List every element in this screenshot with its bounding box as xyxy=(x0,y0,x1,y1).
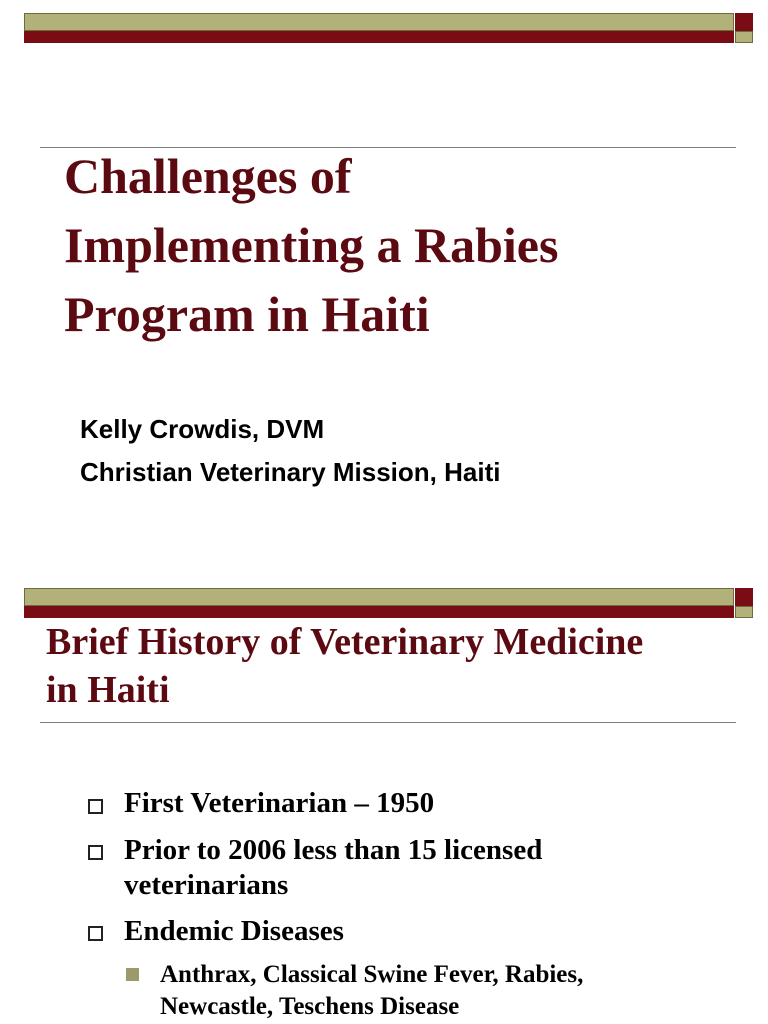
slide-title-heading xyxy=(64,142,744,349)
bullet-box-icon xyxy=(88,845,103,860)
bullet-box-icon xyxy=(88,926,103,941)
heading-line-1: Brief History of Veterinary Medicine xyxy=(46,621,644,663)
header-square-olive xyxy=(735,31,753,43)
header-bar-maroon xyxy=(24,606,734,618)
bullet-box-icon xyxy=(88,799,103,814)
header-square-maroon xyxy=(735,13,753,31)
slide-heading xyxy=(46,618,746,714)
bullet-item-endemic-diseases: Endemic Diseases xyxy=(124,915,344,947)
slide-history xyxy=(0,576,768,1024)
bullet-item-first-veterinarian: First Veterinarian – 1950 xyxy=(124,787,435,819)
header-bar-maroon xyxy=(24,31,734,43)
author-organization: Christian Veterinary Mission, Haiti xyxy=(80,457,501,487)
heading-line-2: in Haiti xyxy=(46,669,170,711)
header-square-maroon xyxy=(735,588,753,606)
bullet-item-licensed-veterinarians: Prior to 2006 less than 15 licensed veterinarians xyxy=(124,834,543,901)
title-line-1: Challenges of xyxy=(64,148,352,204)
title-line-2: Implementing a Rabies xyxy=(64,217,559,273)
heading-rule xyxy=(40,722,736,723)
sub-bullet-disease-list: Anthrax, Classical Swine Fever, Rabies, Newcastle, Teschens Disease xyxy=(160,961,584,1020)
title-line-3: Program in Haiti xyxy=(64,286,430,342)
sub-bullet-square-icon xyxy=(126,968,139,981)
header-bar-olive xyxy=(24,13,734,31)
author-name: Kelly Crowdis, DVM xyxy=(80,414,325,444)
header-bar-olive xyxy=(24,588,734,606)
header-square-olive xyxy=(735,606,753,618)
